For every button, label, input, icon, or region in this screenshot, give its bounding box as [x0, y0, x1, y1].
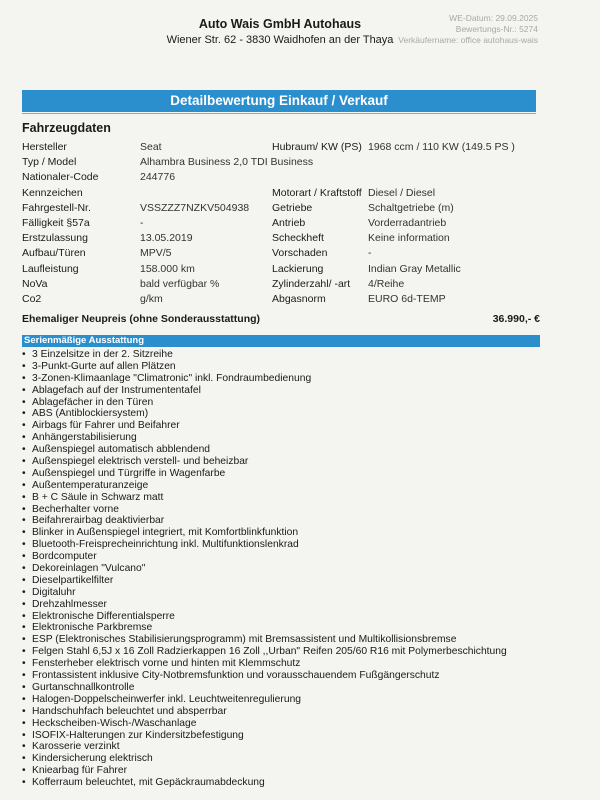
equipment-item-text: Gurtanschnallkontrolle	[32, 681, 135, 693]
bullet-icon: •	[22, 622, 26, 634]
vehicle-row	[22, 140, 542, 155]
equipment-item	[22, 706, 562, 718]
field-value: 4/Reihe	[368, 277, 405, 290]
equipment-item-text: Bluetooth-Freisprecheinrichtung inkl. Multifunktionslenkrad	[32, 539, 299, 551]
field-value: Alhambra Business 2,0 TDI Business	[140, 156, 314, 169]
equipment-item-text: Anhängerstabilisierung	[32, 432, 137, 444]
field-value: -	[368, 247, 372, 260]
document-meta	[388, 13, 538, 46]
equipment-item	[22, 492, 562, 504]
equipment-item	[22, 361, 562, 373]
equipment-item	[22, 634, 562, 646]
equipment-item	[22, 480, 562, 492]
equipment-item-text: Dieselpartikelfilter	[32, 574, 114, 586]
equipment-item-text: Kniearbag für Fahrer	[32, 765, 128, 777]
equipment-item-text: Außenspiegel elektrisch verstell- und beheizbar	[32, 456, 249, 468]
equipment-item-text: Frontassistent inklusive City-Notbremsfunktion und vorausschauendem Fußgängerschutz	[32, 670, 440, 682]
company-header	[130, 16, 430, 47]
field-label: Motorart / Kraftstoff	[272, 186, 362, 199]
equipment-item-text: Außentemperaturanzeige	[32, 479, 149, 491]
equipment-item	[22, 373, 562, 385]
field-label: Co2	[22, 292, 42, 305]
former-new-price	[22, 313, 540, 325]
equipment-item	[22, 563, 562, 575]
field-value: 1968 ccm / 110 KW (149.5 PS )	[368, 141, 515, 153]
field-label: Nationaler-Code	[22, 171, 99, 184]
equipment-item	[22, 730, 562, 742]
vehicle-row	[22, 262, 542, 277]
field-label: Hubraum/ KW (PS)	[272, 141, 362, 153]
field-label: Hersteller	[22, 141, 67, 153]
equipment-item-text: Außenspiegel und Türgriffe in Wagenfarbe	[32, 467, 226, 479]
vehicle-row	[22, 201, 542, 216]
vehicle-row	[22, 186, 542, 201]
equipment-item	[22, 408, 562, 420]
equipment-item	[22, 658, 562, 670]
equipment-item-text: Handschuhfach beleuchtet und absperrbar	[32, 705, 227, 717]
bullet-icon: •	[22, 765, 26, 777]
field-label: Aufbau/Türen	[22, 247, 86, 260]
bullet-icon: •	[22, 349, 26, 360]
equipment-item	[22, 599, 562, 611]
vehicle-row	[22, 231, 542, 246]
equipment-item-text: Halogen-Doppelscheinwerfer inkl. Leuchtweitenregulierung	[32, 693, 302, 705]
equipment-item	[22, 777, 562, 789]
equipment-item	[22, 587, 562, 599]
bullet-icon: •	[22, 551, 26, 563]
equipment-item-text: Karosserie verzinkt	[32, 741, 120, 753]
field-value: g/km	[140, 292, 163, 305]
field-label: Zylinderzahl/ -art	[272, 277, 351, 290]
bullet-icon: •	[22, 693, 26, 705]
equipment-item-text: Drehzahlmesser	[32, 598, 107, 610]
bullet-icon: •	[22, 372, 26, 384]
bullet-icon: •	[22, 420, 26, 432]
bullet-icon: •	[22, 634, 26, 646]
field-label: NoVa	[22, 277, 48, 290]
equipment-item-text: Außenspiegel automatisch abblendend	[32, 444, 211, 456]
bullet-icon: •	[22, 527, 26, 539]
bullet-icon: •	[22, 408, 26, 420]
field-value: bald verfügbar %	[140, 277, 220, 290]
bullet-icon: •	[22, 646, 26, 658]
bullet-icon: •	[22, 479, 26, 491]
equipment-item-text: Blinker in Außenspiegel integriert, mit Komfortblinkfunktion	[32, 527, 299, 539]
field-value: EURO 6d-TEMP	[368, 292, 446, 305]
bullet-icon: •	[22, 563, 26, 575]
equipment-item-text: Digitaluhr	[32, 586, 76, 598]
equipment-item	[22, 575, 562, 587]
field-label: Erstzulassung	[22, 232, 88, 245]
vehicle-row	[22, 277, 542, 292]
field-label: Fälligkeit §57a	[22, 216, 90, 229]
field-label: Lackierung	[272, 262, 324, 275]
field-value: 244776	[140, 171, 176, 184]
equipment-item	[22, 718, 562, 730]
field-value: -	[140, 216, 144, 229]
equipment-item	[22, 646, 562, 658]
verkaeufername: Verkäufername: office autohaus-wais	[398, 35, 538, 45]
equipment-item	[22, 551, 562, 563]
former-new-price-value: 36.990,- €	[492, 313, 540, 325]
bullet-icon: •	[22, 539, 26, 551]
equipment-item-text: Elektronische Differentialsperre	[32, 610, 175, 622]
field-label: Scheckheft	[272, 232, 324, 245]
equipment-item	[22, 397, 562, 409]
field-value: Diesel / Diesel	[368, 186, 436, 199]
vehicle-row	[22, 292, 542, 307]
equipment-item-text: 3-Zonen-Klimaanlage "Climatronic" inkl. Fondraumbedienung	[32, 372, 312, 384]
equipment-item	[22, 444, 562, 456]
field-label: Laufleistung	[22, 262, 79, 275]
equipment-item-text: Ablagefächer in den Türen	[32, 396, 154, 408]
equipment-item	[22, 515, 562, 527]
equipment-item-text: Bordcomputer	[32, 551, 97, 563]
equipment-item-text: Felgen Stahl 6,5J x 16 Zoll Radzierkappen 16 Zoll ,,Urban" Reifen 205/60 R16 mit Polymerbeschichtung	[32, 646, 507, 658]
bullet-icon: •	[22, 670, 26, 682]
bullet-icon: •	[22, 515, 26, 527]
vehicle-data-table	[22, 140, 542, 307]
bullet-icon: •	[22, 741, 26, 753]
field-label: Fahrgestell-Nr.	[22, 201, 91, 214]
field-value: MPV/5	[140, 247, 172, 260]
equipment-item-text: Kofferraum beleuchtet, mit Gepäckraumabdeckung	[32, 777, 265, 789]
bullet-icon: •	[22, 574, 26, 586]
field-label: Vorschaden	[272, 247, 328, 260]
bullet-icon: •	[22, 681, 26, 693]
equipment-item	[22, 765, 562, 777]
equipment-item	[22, 741, 562, 753]
bewertungs-nr: Bewertungs-Nr.: 5274	[455, 24, 538, 34]
field-label: Abgasnorm	[272, 292, 326, 305]
equipment-item-text: Beifahrerairbag deaktivierbar	[32, 515, 165, 527]
equipment-item-text: ABS (Antiblockiersystem)	[32, 408, 149, 420]
equipment-item-text: Airbags für Fahrer und Beifahrer	[32, 420, 180, 432]
vehicle-row	[22, 216, 542, 231]
document-title: Detailbewertung Einkauf / Verkauf	[22, 90, 536, 112]
equipment-item	[22, 420, 562, 432]
bullet-icon: •	[22, 491, 26, 503]
equipment-item	[22, 456, 562, 468]
equipment-item	[22, 385, 562, 397]
equipment-item-text: Becherhalter vorne	[32, 503, 120, 515]
field-value: Vorderradantrieb	[368, 216, 447, 229]
bullet-icon: •	[22, 444, 26, 456]
equipment-item-text: Dekoreinlagen "Vulcano"	[32, 563, 146, 575]
vehicle-row	[22, 155, 542, 170]
equipment-item-text: Kindersicherung elektrisch	[32, 753, 153, 765]
field-value: 13.05.2019	[140, 232, 193, 245]
vehicle-row	[22, 246, 542, 261]
former-new-price-label: Ehemaliger Neupreis (ohne Sonderausstattung)	[22, 313, 261, 325]
equipment-item-text: 3-Punkt-Gurte auf allen Plätzen	[32, 360, 176, 372]
field-value: 158.000 km	[140, 262, 195, 275]
field-label: Typ / Model	[22, 156, 77, 169]
bullet-icon: •	[22, 717, 26, 729]
equipment-item	[22, 527, 562, 539]
equipment-item-text: 3 Einzelsitze in der 2. Sitzreihe	[32, 349, 173, 360]
vehicle-row	[22, 170, 542, 185]
bullet-icon: •	[22, 729, 26, 741]
equipment-item	[22, 611, 562, 623]
field-value: Schaltgetriebe (m)	[368, 201, 454, 214]
company-name: Auto Wais GmbH Autohaus	[198, 17, 362, 31]
bullet-icon: •	[22, 456, 26, 468]
equipment-item	[22, 539, 562, 551]
equipment-item	[22, 694, 562, 706]
field-label: Getriebe	[272, 201, 313, 214]
equipment-item	[22, 670, 562, 682]
equipment-item	[22, 622, 562, 634]
equipment-list	[22, 349, 562, 789]
equipment-item	[22, 682, 562, 694]
equipment-item-text: Fensterheber elektrisch vorne und hinten mit Klemmschutz	[32, 658, 301, 670]
bullet-icon: •	[22, 598, 26, 610]
bullet-icon: •	[22, 658, 26, 670]
bullet-icon: •	[22, 586, 26, 598]
equipment-item	[22, 504, 562, 516]
bullet-icon: •	[22, 384, 26, 396]
bullet-icon: •	[22, 503, 26, 515]
company-address: Wiener Str. 62 - 3830 Waidhofen an der Thaya	[166, 34, 394, 46]
field-value: Keine information	[368, 232, 450, 245]
equipment-item	[22, 349, 562, 361]
equipment-item	[22, 753, 562, 765]
bullet-icon: •	[22, 777, 26, 789]
equipment-item-text: ESP (Elektronisches Stabilisierungsprogramm) mit Bremsassistent und Multikollisionsbremse	[32, 634, 457, 646]
equipment-item-text: Elektronische Parkbremse	[32, 622, 153, 634]
bullet-icon: •	[22, 360, 26, 372]
field-label: Antrieb	[272, 216, 306, 229]
equipment-item-text: Heckscheiben-Wisch-/Waschanlage	[32, 717, 197, 729]
bullet-icon: •	[22, 610, 26, 622]
equipment-item	[22, 468, 562, 480]
field-value: Seat	[140, 141, 162, 153]
bullet-icon: •	[22, 396, 26, 408]
equipment-item-text: ISOFIX-Halterungen zur Kindersitzbefestigung	[32, 729, 244, 741]
equipment-section-title: Serienmäßige Ausstattung	[22, 335, 540, 347]
bullet-icon: •	[22, 705, 26, 717]
bullet-icon: •	[22, 753, 26, 765]
field-value: VSSZZZ7NZKV504938	[140, 201, 250, 214]
equipment-item	[22, 432, 562, 444]
field-value: Indian Gray Metallic	[368, 262, 461, 275]
title-underline	[22, 113, 536, 114]
vehicle-section-title: Fahrzeugdaten	[22, 121, 111, 135]
bullet-icon: •	[22, 432, 26, 444]
equipment-item-text: B + C Säule in Schwarz matt	[32, 491, 164, 503]
we-datum: WE-Datum: 29.09.2025	[449, 13, 538, 23]
bullet-icon: •	[22, 467, 26, 479]
equipment-item-text: Ablagefach auf der Instrumententafel	[32, 384, 201, 396]
field-label: Kennzeichen	[22, 186, 83, 199]
